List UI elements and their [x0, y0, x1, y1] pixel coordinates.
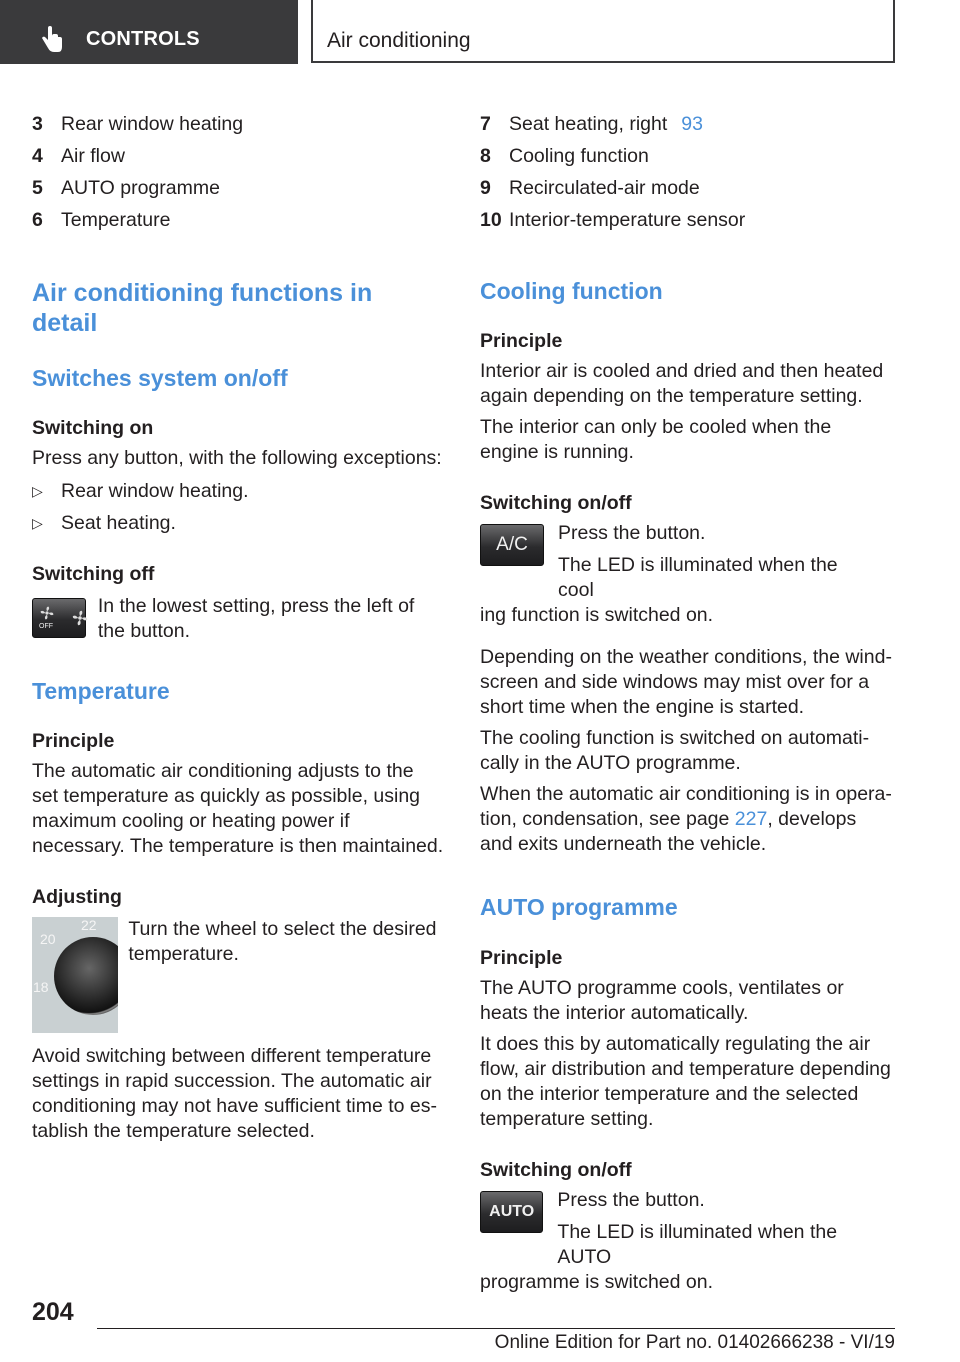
principle-text: The AUTO programme cools, ventilates or heats the interior automatically. [480, 977, 844, 1024]
fan-off-button-image [32, 598, 86, 638]
temperature-dial-image [32, 917, 118, 1033]
bullet-text: Seat heating. [61, 512, 176, 534]
list-item [32, 108, 444, 140]
list-item [480, 108, 892, 140]
triangle-bullet-icon: ▷ [32, 515, 43, 531]
auto-button-image [480, 1191, 543, 1233]
adjusting-heading: Adjusting [32, 886, 122, 908]
right-column [480, 108, 892, 1295]
led-text-continued: ing function is switched on. [480, 604, 714, 626]
principle-heading: Principle [32, 730, 115, 752]
bullet-text: Rear window heating. [61, 480, 249, 502]
auto-cooling-text: The cooling function is switched on automatically in the AUTO programme. [480, 727, 870, 774]
list-item [480, 140, 892, 172]
principle-heading: Principle [480, 947, 563, 969]
edition-text: Online Edition for Part no. 01402666238 - VI/19 [494, 1332, 895, 1353]
item-label: Interior-temperature sensor [509, 209, 746, 231]
page-reference-link[interactable]: 93 [681, 113, 703, 135]
auto-button-label: AUTO [489, 1203, 535, 1220]
item-number: 9 [480, 177, 491, 199]
item-label: Rear window heating [61, 113, 244, 135]
subsection-heading: Switches system on/off [32, 365, 288, 391]
list-item [480, 204, 892, 236]
avoid-switching-text: Avoid switching between different temperature settings in rapid succession. The automatic air conditioning may not have sufficient time to establish the temperature selected. [32, 1045, 438, 1142]
dial-knob [54, 937, 118, 1015]
principle-text: The interior can only be cooled when the engine is running. [480, 416, 832, 463]
switching-on-text: Press any button, with the following exceptions: [32, 447, 442, 469]
fan-icon [71, 609, 89, 627]
legend-list [480, 108, 892, 236]
item-label: Seat heating, right [509, 113, 668, 135]
principle-text: Interior air is cooled and dried and then heated again depending on the temperature setting. [480, 360, 884, 407]
adjusting-text: Turn the wheel to select the desired temperature. [128, 918, 437, 965]
list-item [32, 204, 444, 236]
bullet-item [32, 511, 444, 536]
item-label: Recirculated-air mode [509, 177, 700, 199]
bullet-item [32, 479, 444, 504]
item-number: 10 [480, 209, 502, 231]
led-text: The LED is illuminated when the cool [558, 554, 838, 601]
switching-on-heading: Switching on [32, 417, 154, 439]
page-reference-link[interactable]: 227 [734, 808, 768, 830]
page-number: 204 [32, 1298, 74, 1326]
ac-button-image [480, 524, 544, 566]
footer-divider [97, 1328, 895, 1329]
left-column [32, 108, 444, 1144]
chapter-title: Air conditioning [327, 29, 471, 52]
weather-text: Depending on the weather conditions, the windscreen and side windows may mist over for a short time when the engine is started. [480, 646, 892, 718]
principle-heading: Principle [480, 330, 563, 352]
switching-heading: Switching on/off [480, 1159, 632, 1181]
switching-off-heading: Switching off [32, 563, 155, 585]
section-heading: Air conditioning functions in detail [32, 279, 373, 337]
chapter-header [311, 0, 895, 63]
off-label: OFF [39, 623, 53, 630]
press-text: Press the button. [558, 522, 706, 544]
led-text: The LED is illuminated when the AUTO [557, 1221, 838, 1268]
press-text: Press the button. [557, 1189, 705, 1211]
item-number: 6 [32, 209, 43, 231]
hand-icon [40, 26, 64, 54]
item-label: AUTO programme [61, 177, 220, 199]
switch-off-figure [32, 594, 444, 644]
list-item [480, 172, 892, 204]
auto-button-figure [480, 1188, 892, 1270]
item-number: 8 [480, 145, 491, 167]
adjusting-figure [32, 917, 444, 1033]
item-label: Cooling function [509, 145, 649, 167]
triangle-bullet-icon: ▷ [32, 483, 43, 499]
list-item [32, 140, 444, 172]
item-number: 5 [32, 177, 43, 199]
temperature-heading: Temperature [32, 678, 170, 704]
item-number: 3 [32, 113, 43, 135]
condensation-text: When the automatic air conditioning is in operation, condensation, see page 227, develops and exits underneath the vehicle. [480, 783, 892, 855]
dial-number: 20 [40, 931, 56, 947]
item-number: 7 [480, 113, 491, 135]
section-tab [0, 0, 298, 64]
principle-text: The automatic air conditioning adjusts to the set temperature as quickly as possible, using maximum cooling or heating power if necessary. The temperature is then maintained. [32, 760, 444, 857]
auto-button-description [543, 1188, 892, 1270]
ac-button-label: A/C [496, 534, 528, 555]
item-label: Air flow [61, 145, 125, 167]
dial-number: 18 [33, 979, 49, 995]
section-title: CONTROLS [86, 28, 200, 50]
ac-button-description [544, 521, 879, 603]
fan-icon [39, 605, 55, 621]
item-label: Temperature [61, 209, 171, 231]
principle-text: It does this by automatically regulating the air flow, air distribution and temperature depending on the interior temperature and the selected temperature setting. [480, 1033, 891, 1130]
legend-list [32, 108, 444, 236]
led-text-continued: programme is switched on. [480, 1271, 714, 1293]
switching-off-text: In the lowest setting, press the left of the button. [97, 595, 415, 642]
ac-button-figure [480, 521, 892, 603]
switching-heading: Switching on/off [480, 492, 632, 514]
auto-programme-heading: AUTO programme [480, 894, 678, 920]
item-number: 4 [32, 145, 43, 167]
cooling-function-heading: Cooling function [480, 278, 663, 304]
dial-number: 22 [81, 917, 97, 933]
list-item [32, 172, 444, 204]
